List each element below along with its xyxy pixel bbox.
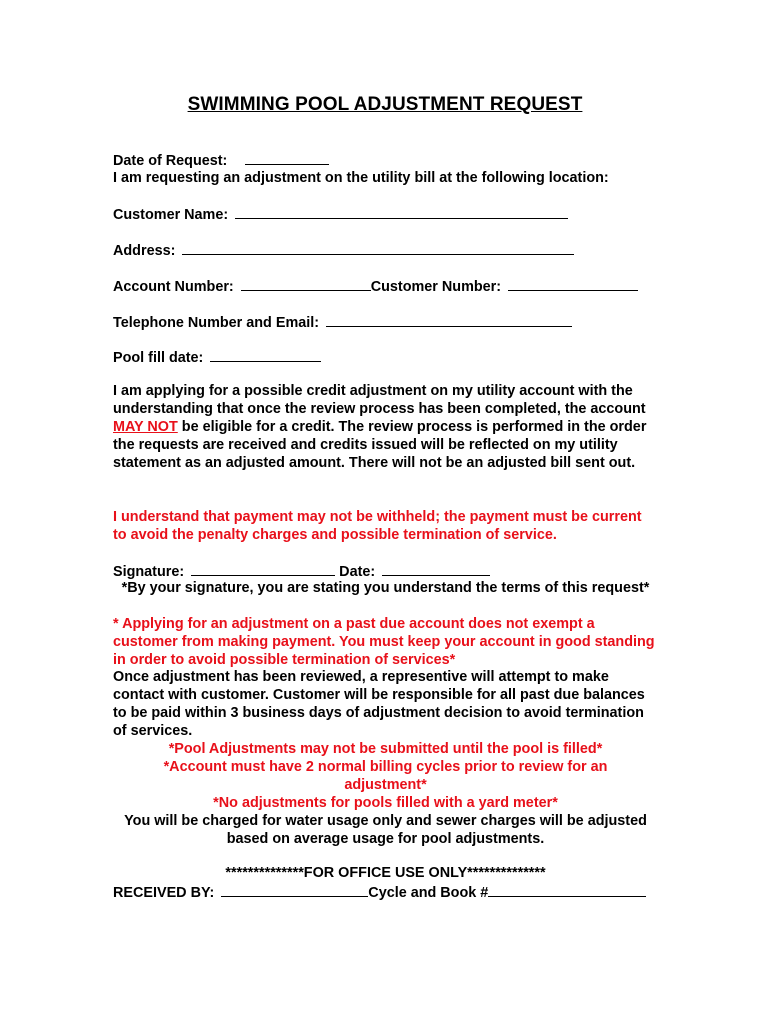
- pool-fill-date-field[interactable]: [210, 347, 321, 362]
- address-label: Address:: [113, 243, 176, 259]
- customer-name-label: Customer Name:: [113, 207, 229, 223]
- signature-row: [113, 561, 490, 581]
- received-by-label: RECEIVED BY:: [113, 885, 215, 901]
- may-not-emphasis: MAY NOT: [113, 419, 178, 435]
- cycle-book-label: Cycle and Book #: [368, 885, 489, 901]
- intro-line: I am requesting an adjustment on the utility bill at the following location:: [113, 170, 609, 186]
- cycle-book-field[interactable]: [488, 882, 646, 897]
- customer-name-field[interactable]: [235, 204, 568, 219]
- signature-label: Signature:: [113, 564, 185, 580]
- address-row: [113, 240, 574, 260]
- account-number-label: Account Number:: [113, 279, 234, 295]
- past-due-note: * Applying for an adjustment on a past due account does not exempt a customer from making payment. You must keep your account in good standing in order to avoid possible termination of services*: [113, 616, 655, 668]
- pool-fill-date-label: Pool fill date:: [113, 350, 204, 366]
- charges-note: You will be charged for water usage only and sewer charges will be adjusted based on average usage for pool adjustments.: [124, 813, 647, 847]
- date-of-request-row: [113, 150, 329, 170]
- date-of-request-field[interactable]: [245, 150, 329, 165]
- credit-paragraph: [113, 382, 658, 472]
- signature-note: *By your signature, you are stating you understand the terms of this request*: [121, 580, 650, 596]
- telephone-email-row: [113, 312, 572, 332]
- pool-filled-note: *Pool Adjustments may not be submitted until the pool is filled*: [168, 741, 603, 757]
- account-customer-row: [113, 276, 638, 296]
- received-cycle-row: [113, 882, 646, 902]
- customer-number-field[interactable]: [508, 276, 638, 291]
- pool-fill-date-row: [113, 347, 321, 367]
- credit-paragraph-part2: be eligible for a credit. The review process is performed in the order the requests are received and credits issued will be reflected on my utility statement as an adjusted amount. There will not be an adjusted bill sent out.: [113, 419, 647, 471]
- customer-number-label: Customer Number:: [370, 279, 502, 295]
- signature-date-field[interactable]: [382, 561, 490, 576]
- signature-date-label: Date:: [339, 564, 376, 580]
- account-number-field[interactable]: [241, 276, 371, 291]
- yard-meter-note: *No adjustments for pools filled with a yard meter*: [213, 795, 558, 811]
- telephone-email-field[interactable]: [326, 312, 572, 327]
- telephone-email-label: Telephone Number and Email:: [113, 315, 320, 331]
- office-use-header: **************FOR OFFICE USE ONLY**************: [225, 865, 546, 881]
- date-of-request-label: Date of Request:: [113, 153, 228, 169]
- page-title: SWIMMING POOL ADJUSTMENT REQUEST: [187, 94, 583, 115]
- address-field[interactable]: [182, 240, 574, 255]
- signature-field[interactable]: [191, 561, 335, 576]
- received-by-field[interactable]: [221, 882, 368, 897]
- payment-warning: I understand that payment may not be withheld; the payment must be current to avoid the penalty charges and possible termination of service.: [113, 509, 642, 543]
- credit-paragraph-part1: I am applying for a possible credit adjustment on my utility account with the understanding that once the review process has been completed, the account: [113, 383, 646, 417]
- customer-name-row: [113, 204, 568, 224]
- billing-cycles-note: *Account must have 2 normal billing cycles prior to review for an adjustment*: [163, 759, 608, 793]
- review-paragraph: Once adjustment has been reviewed, a representive will attempt to make contact with customer. Customer will be responsible for all past due balances to be paid within 3 business days of adjustment decision to avoid termination of services.: [113, 669, 645, 739]
